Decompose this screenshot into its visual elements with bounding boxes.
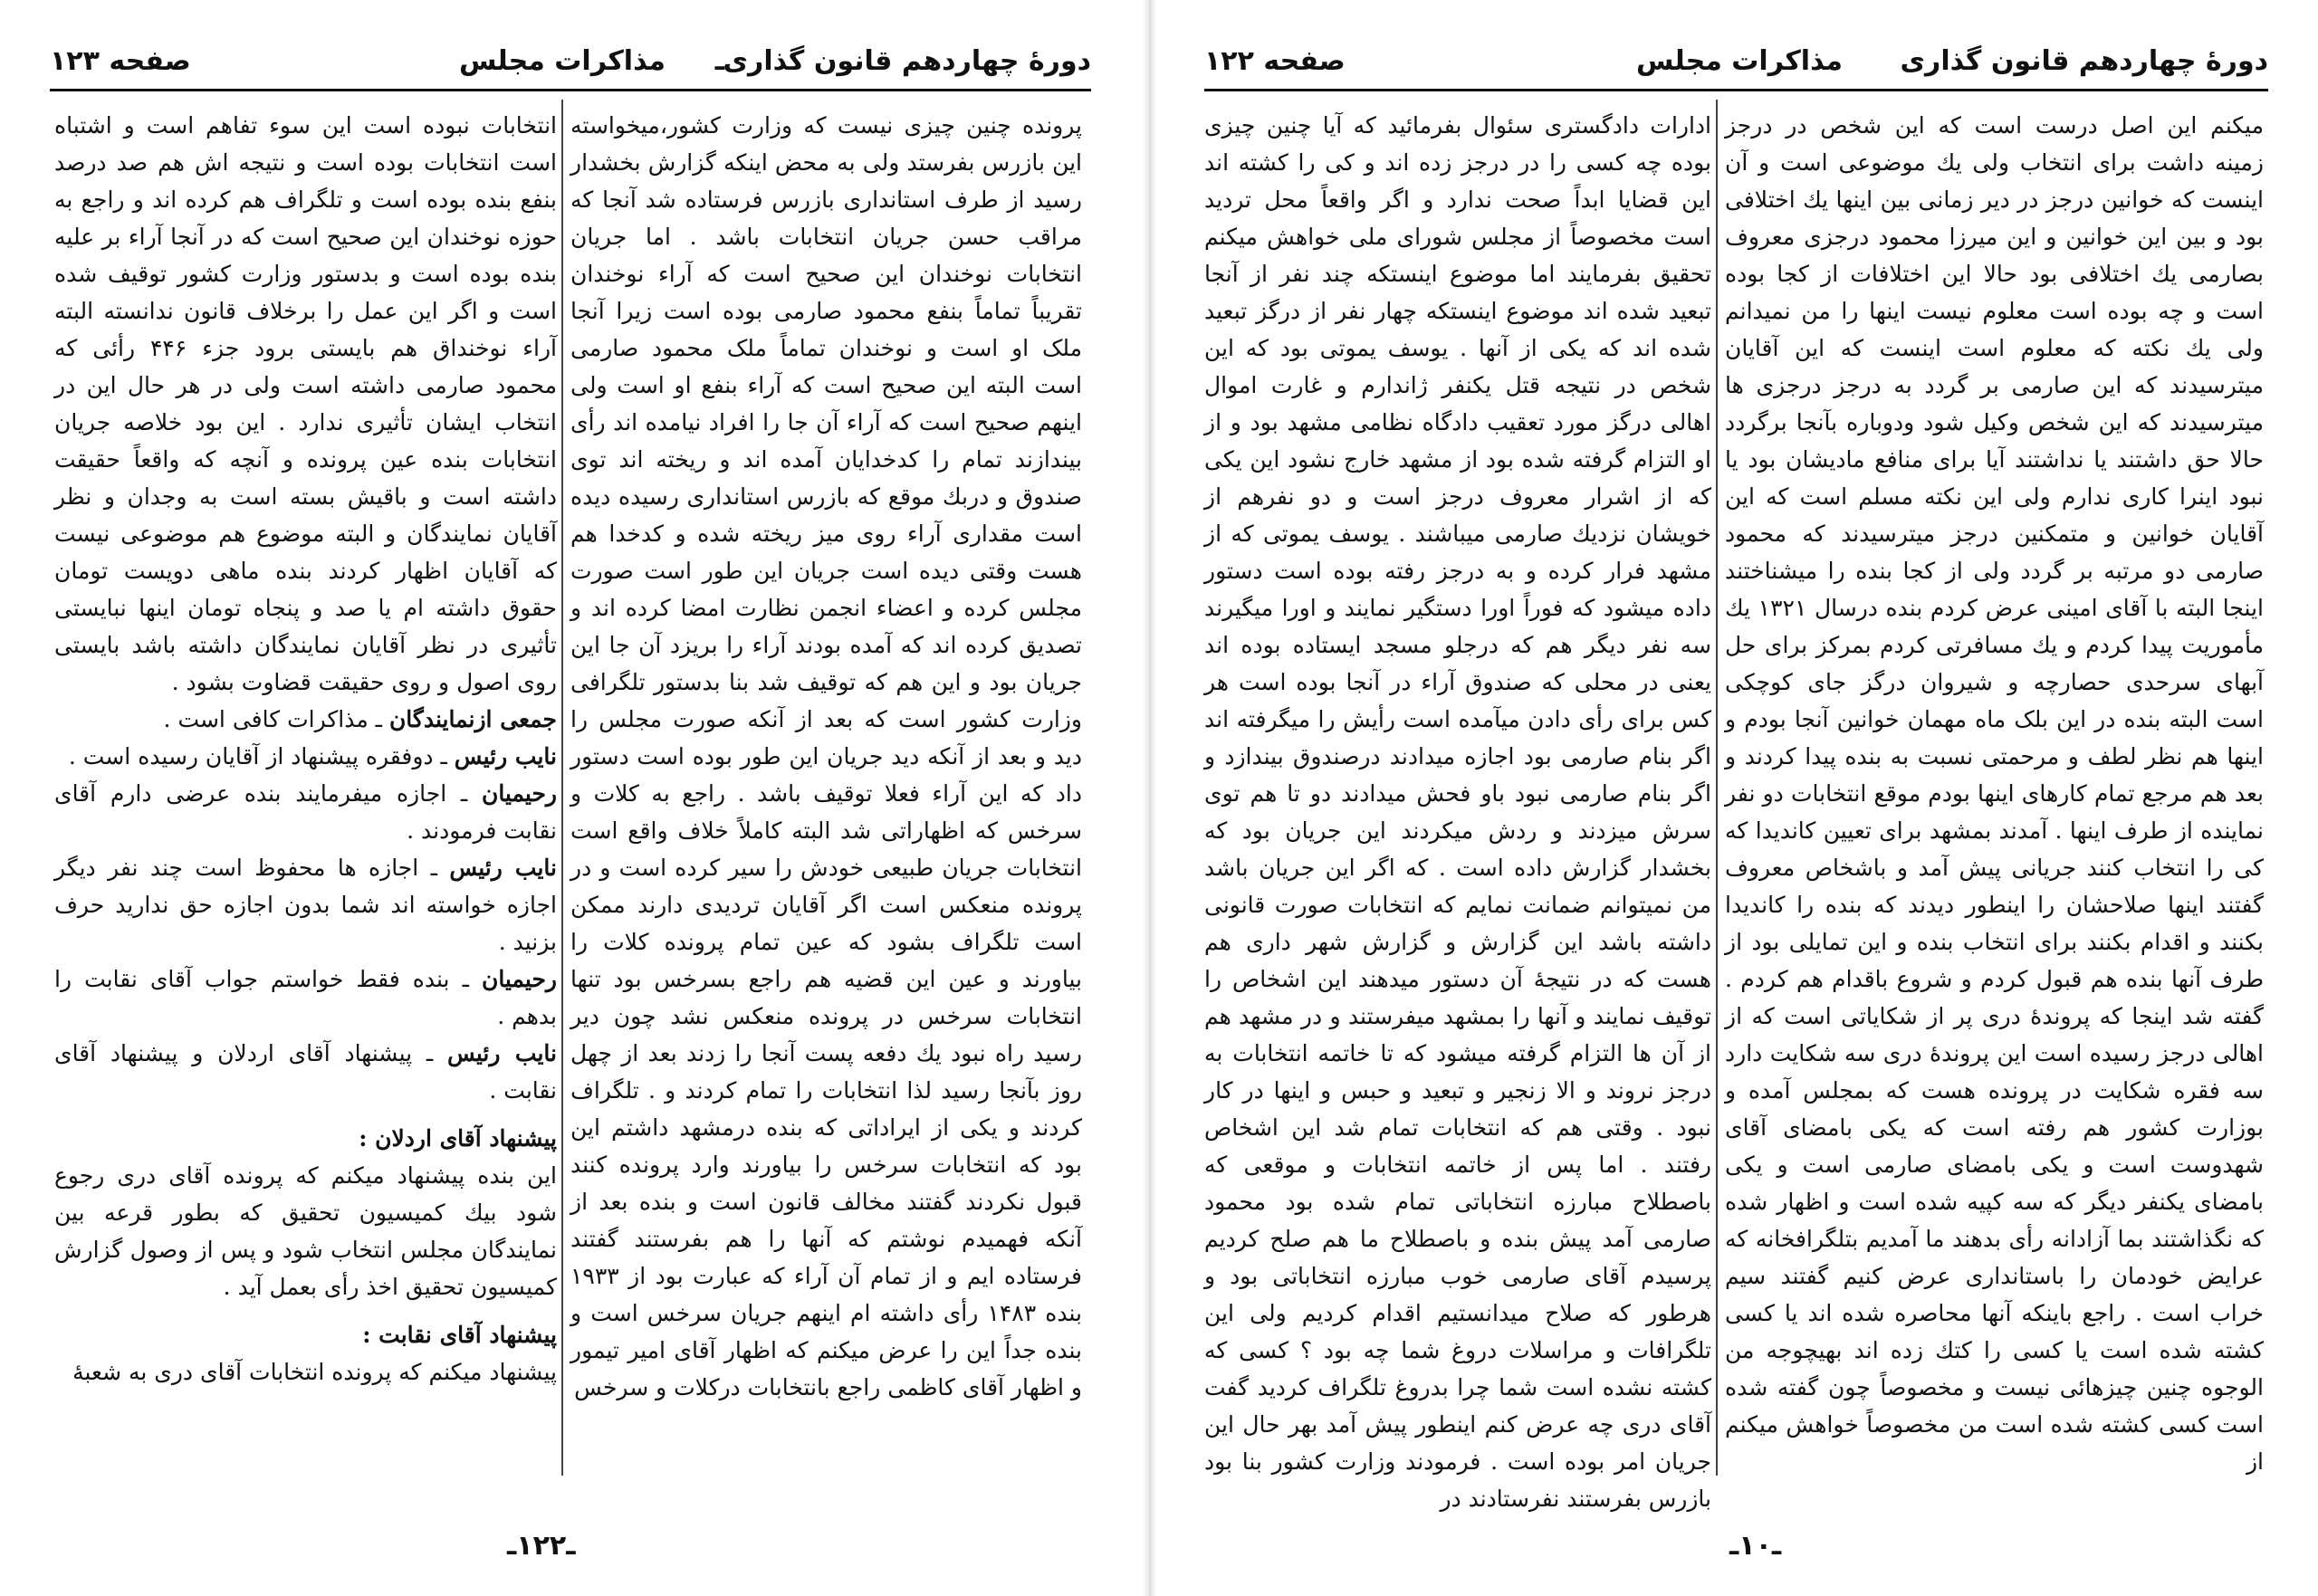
text-column-right [1725, 107, 2264, 1480]
header-title: مذاکرات مجلس [1635, 45, 1843, 77]
speaker-name: نایب رئیس [454, 743, 557, 769]
speech-text: ـ اجازه ها محفوظ است چند نفر دیگر اجازه خواسته اند شما بدون اجازه حق ندارید حرف بزنید . [54, 855, 557, 955]
speaker-name: نایب رئیس [449, 855, 558, 881]
paragraph: پرونده چنین چیزی نیست که وزارت کشور،میخواسته این بازرس بفرستد ولی به محض اینکه گزارش بخشدار رسید از طرف استانداری بازرس فرستاده شد آنجا که مراقب حسن جریان انتخابات باشد . اما جریان انتخابات نوخندان این صحیح است که آراء نوخندان تقریباً تماماً بنفع محمود صارمی بوده است زیرا آنجا ملک او است و نوخندان تماماً ملک محمود صارمی است البته این صحیح است که آراء بنفع او است ولی اینهم صحیح است که آراء آن جا را افراد نیامده اند رأی بیندازند تمام را کدخدایان آمده اند و ریخته اند توی صندوق و دربك موقع که بازرس استانداری رسیده دیده است مقداری آراء روی میز ریخته شده و کدخدا هم هست وقتی دیده است جریان این طور است صورت مجلس کرده و اعضاء انجمن نظارت امضا کرده اند و تصدیق کرده اند که آمده بودند آراء را بریزد آن جا این جریان بود و این هم که توقیف شد بنا بدستور تلگرافی وزارت کشور است که بعد از آنکه صورت مجلس را دید و بعد از آنکه دید جریان این طور بوده است دستور داد که این آراء فعلا توقیف باشد . راجع به کلات و سرخس که اظهاراتی شد البته کاملاً خلاف واقع است انتخابات جریان طبیعی خودش را سیر کرده است و در پرونده منعکس است اگر آقایان تردیدی دارند ممکن است تلگراف بشود که عین تمام پرونده کلات را بیاورند و عین این قضیه هم راجع بسرخس بود تنها انتخابات سرخس در پرونده منعکس نشد چون دیر رسید راه نبود یك دفعه پست آنجا را زدند بعد از چهل روز بآنجا رسید لذا انتخابات را تمام کردند و . تلگراف کردند و یکی از ایراداتی که بنده درمشهد داشتم این بود که انتخابات سرخس را بیاورند وارد پرونده کنند قبول نکردند گفتند مخالف قانون است و بنده بعد از آنکه فهمیدم نوشتم که آنها را هم بفرستند گفتند فرستاده ایم و از تمام آن آراء که عبارت بود از ۱۹۳۳ بنده ۱۴۸۳ رأی داشته ام اینهم جریان سرخس است و بنده جداً این را عرض میکنم که اظهار آقای امیر تیمور و اظهار آقای کاظمی راجع بانتخابات درکلات و سرخس [570, 112, 1082, 1400]
text-column-left [1204, 107, 1711, 1517]
exchange-line [54, 1035, 557, 1109]
speech-text: ـ بنده فقط خواستم جواب آقای نقابت را بدهم . [54, 966, 557, 1029]
exchange-line [54, 775, 557, 849]
page-header [50, 45, 1091, 94]
text-column-right [570, 107, 1082, 1406]
right-page [1168, 0, 2318, 1596]
header-page-number: صفحه ۱۲۲ [1204, 45, 1346, 77]
book-spine [1143, 0, 1157, 1596]
speech-text: ـ پیشنهاد آقای اردلان و پیشنهاد آقای نقابت . [54, 1040, 557, 1104]
header-rule [1204, 89, 2268, 91]
speaker-name: رحیمیان [481, 966, 557, 992]
header-assembly: دورهٔ چهاردهم قانون گذاری [1900, 45, 2268, 77]
proposal-title: پیشنهاد آقای نقابت : [362, 1322, 557, 1348]
column-divider [561, 100, 563, 1476]
left-page [0, 0, 1132, 1596]
speech-text: ـ دوفقره پیشنهاد از آقایان رسیده است . [68, 743, 455, 769]
paragraph: ادارات دادگستری سئوال بفرمائید که آیا چنین چیزی بوده چه کسی را در درجز زده اند و کی را کشته اند این قضایا ابداً صحت ندارد و اگر واقعاً محل تردید است مخصوصاً از مجلس شورای ملی خواهش میکنم تحقیق بفرمایند اما موضوع اینستکه چند نفر از آنجا تبعید شده اند موضوع اینستکه چهار نفر از درگز تبعید شده اند که یکی از آنها . یوسف یموتی بود که این شخص در نتیجه قتل یکنفر ژاندارم و غارت اموال اهالی درگز مورد تعقیب دادگاه نظامی مشهد بود و از او التزام گرفته شده بود از مشهد خارج نشود این یکی که از اشرار معروف درجز است و دو نفرهم از خویشان نزدیك صارمی میباشند . یوسف یموتی که از مشهد فرار کرده و به درجز رفته بوده است دستور داده میشود که فوراً اورا دستگیر نمایند و اورا میگیرند سه نفر دیگر هم که درجلو مسجد ایستاده بوده اند یعنی در محلی که صندوق آراء در آنجا بوده است هر کس برای رأی دادن میآمده است رأیش را میگرفته اند اگر بنام صارمی بود اجازه میدادند درصندوق بیندازد و اگر بنام صارمی نبود باو فحش میدادند دو تا هم توی سرش میزدند و ردش میکردند این جریان بود که بخشدار گزارش داده است . که اگر این جریان باشد من نمیتوانم ضمانت نمایم که انتخابات صورت قانونی داشته باشد این گزارش و گزارش شهر داری هم هست که در نتیجهٔ آن دستور میدهند این اشخاص را توقیف نمایند و آنها را بمشهد میفرستند و در مشهد هم از آن ها التزام گرفته میشود که تا خاتمه انتخابات به درجز نروند و الا زنجیر و تبعید و حبس و اینها در کار نبود . وقتی هم که انتخابات تمام شد این اشخاص رفتند . اما پس از خاتمه انتخابات و موقعی که باصطلاح مبارزه انتخاباتی تمام شده بود محمود صارمی آمد پیش بنده و باصطلاح ما هم صلح کردیم پرسیدم آقای صارمی خوب مبارزه انتخاباتی بود و هرطور که صلاح میدانستیم اقدام کردیم ولی این تلگرافات و مراسلات دروغ شما چه بود ؟ کسی که کشته نشده است شما چرا بدروغ تلگراف کردید گفت آقای دری چه عرض کنم اینطور پیش آمد بهر حال این جریان امر بوده است . فرمودند وزارت کشور بنا بود بازرس بفرستند نفرستادند در [1204, 112, 1711, 1512]
header-assembly: دورهٔ چهاردهم قانون گذاری [723, 45, 1091, 77]
page-header [1204, 45, 2268, 94]
proposal-title: پیشنهاد آقای اردلان : [359, 1125, 557, 1152]
proposal-text: پیشنهاد میکنم که پرونده انتخابات آقای دری به شعبهٔ [72, 1359, 557, 1385]
speaker-name: جمعی ازنمایندگان [388, 706, 557, 732]
paragraph: میکنم این اصل درست است که این شخص در درجز زمینه داشت برای انتخاب ولی یك موضوعی است و آن اینست که خوانین درجز در دیر زمانی بین اینها یك اختلافی بود و بین این خوانین و این میرزا محمود درجزی معروف بصارمی یك اختلافی بود حالا این اختلافات از کجا بوده است و چه بوده است معلوم نیست اینها را من نمیدانم ولی یك نکته که معلوم است اینست که این آقایان میترسیدند که این صارمی بر گردد به درجز درجزی ها میترسیدند که این شخص وکیل شود ودوباره بآنجا برگردد حالا حق داشتند یا نداشتند آیا برای منافع مادیشان بود یا نبود اینرا کاری ندارم ولی این نکته مسلم است که این آقایان خوانین و متمکنین درجز میترسیدند که محمود صارمی دو مرتبه بر گردد ولی از کجا بنده را میشناختند اینجا البته با آقای امینی عرض کردم بنده درسال ۱۳۲۱ یك مأموریت پیدا کردم و یك مسافرتی کردم بمرکز برای حل آبهای سرحدی حصارچه و شیروان درگز جای کوچکی است البته بنده در این بلک ماه مهمان خوانین آنجا بودم و اینها هم نظر لطف و مرحمتی نسبت به بنده پیدا کردند و بعد هم مرجع تمام کارهای اینها بودم موقع انتخابات دو نفر نماینده از طرف اینها . آمدند بمشهد برای تعیین کاندیدا که کی را انتخاب کنند جریانی پیش آمد و باشخاص معروف گفتند اینها صلاحشان را اینطور دیدند که بنده را کاندیدا بکنند و اقدام بکنند برای انتخاب بنده و این تمایلی بود از طرف آنها بنده هم قبول کردم و شروع باقدام هم کردم . گفته شد اینجا که پروندهٔ دری پر از شکایاتی است که از اهالی درجز رسیده است این پروندهٔ دری سه شکایت دارد سه فقره شکایت در پرونده هست که بمجلس آمده و بوزارت کشور هم رفته است که یکی بامضای آقای شهدوست است و یکی بامضای صارمی است و یکی بامضای یکنفر دیگر که سه کپیه شده است و اظهار شده که نگذاشتند بما آزادانه رأی بدهند ما آمدیم بتلگرافخانه که عرایض خودمان را باستانداری عرض کنیم گفتند سیم خراب است . راجع باینکه آنها محاصره شده اند یا کسی کشته شده است یا کسی را کتك زده اند بهیچوجه من الوجوه چنین چیزهائی نیست و مخصوصاً چون گفته شده است کسی کشته شده است من مخصوصاً خواهش میکنم از [1725, 112, 2264, 1475]
speaker-name: نایب رئیس [446, 1040, 558, 1066]
proposal-text: این بنده پیشنهاد میکنم که پرونده آقای دری رجوع شود بیك کمیسیون تحقیق که بطور قرعه بین نمایندگان مجلس انتخاب شود و پس از وصول گزارش کمیسیون تحقیق اخذ رأی بعمل آید . [54, 1162, 557, 1300]
header-page-number: صفحه ۱۲۳ [50, 45, 191, 77]
text-column-left [54, 107, 557, 1391]
header-rule [50, 89, 1091, 91]
exchange-line [54, 738, 557, 775]
header-dash: ـ [714, 45, 724, 77]
speaker-name: رحیمیان [481, 780, 557, 807]
exchange-line [54, 701, 557, 738]
page-folio: ـ۱۰ـ [1729, 1530, 1782, 1562]
exchange-line [54, 849, 557, 960]
header-title: مذاکرات مجلس [458, 45, 666, 77]
exchange-line [54, 960, 557, 1035]
speech-text: ـ مذاکرات کافی است . [163, 706, 389, 732]
column-divider [1716, 100, 1718, 1476]
page-folio: ـ۱۲۲ـ [507, 1530, 576, 1562]
paragraph: انتخابات نبوده است این سوء تفاهم است و اشتباه است انتخابات بوده است و نتیجه اش هم صد درصد بنفع بنده بوده است و تلگراف هم کرده اند و راجع به حوزه نوخندان این صحیح است که در آنجا آراء بر علیه بنده بوده است و بدستور وزارت کشور توقیف شده است و اگر این عمل را برخلاف قانون ندانسته البته آراء نوخنداق هم بایستی برود جزء ۴۴۶ رأئی که محمود صارمی داشته است ولی در هر حال این در انتخاب ایشان تأثیری ندارد . این بود خلاصه جریان انتخابات بنده عین پرونده و آنچه که واقعاً حقیقت داشته است و باقیش بسته است به وجدان و نظر آقایان نمایندگان و البته موضوع هم موضوعی نیست که آقایان اظهار کردند بنده ماهی دویست تومان حقوق داشته ام یا صد و پنجاه تومان اینها نبایستی تأثیری در نظر آقایان نمایندگان داشته باشد بایستی روی اصول و روی حقیقت قضاوت بشود . [54, 112, 557, 695]
speech-text: ـ اجازه میفرمایند بنده عرضی دارم آقای نقابت فرمودند . [54, 780, 557, 844]
